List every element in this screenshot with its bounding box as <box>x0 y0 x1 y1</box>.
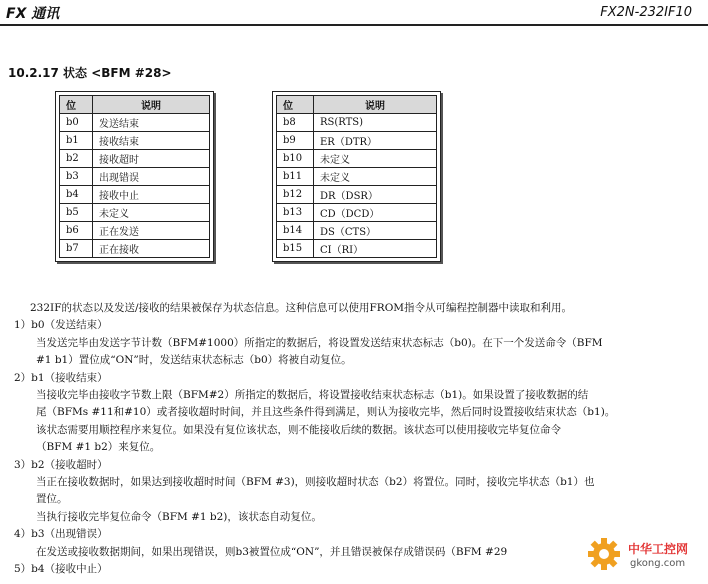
bit-cell: b8 <box>277 114 314 132</box>
item-text-line: 当执行接收完毕复位命令（BFM #1 b2)，该状态自动复位。 <box>36 510 322 523</box>
col-header-desc: 说明 <box>314 96 437 114</box>
desc-cell: DR（DSR） <box>314 186 437 204</box>
table-row <box>60 240 210 258</box>
item-title-b4: 5）b4（接收中止） <box>14 563 108 576</box>
desc-cell: 未定义 <box>314 150 437 168</box>
table-row <box>277 150 437 168</box>
desc-cell: 接收中止 <box>93 186 210 204</box>
table-row <box>277 114 437 132</box>
desc-cell: CI（RI） <box>314 240 437 258</box>
item-text-line: 当正在接收数据时，如果达到接收超时时间（BFM #3)，则接收超时状态（b2）将置位。同时，接收完毕状态（b1）也 <box>36 476 595 489</box>
desc-cell: 接收超时 <box>93 150 210 168</box>
desc-cell: 正在发送 <box>93 222 210 240</box>
item-text-line: #1 b1）置位成“ON”时，发送结束状态标志（b0）将被自动复位。 <box>36 354 352 367</box>
desc-cell: 接收结束 <box>93 132 210 150</box>
bit-cell: b15 <box>277 240 314 258</box>
item-title-b2: 3）b2（接收超时） <box>14 458 108 471</box>
header-chapter: FX 通讯 <box>6 6 60 22</box>
desc-cell: CD（DCD） <box>314 204 437 222</box>
table-row <box>60 222 210 240</box>
item-title-b1: 2）b1（接收结束） <box>14 371 108 384</box>
header-rule <box>0 24 708 26</box>
bit-cell: b5 <box>60 204 93 222</box>
bit-cell: b12 <box>277 186 314 204</box>
intro-paragraph: 232IF的状态以及发送/接收的结果被保存为状态信息。这种信息可以使用FROM指令从可编程控制器中读取和利用。 <box>30 302 573 314</box>
col-header-bit: 位 <box>60 96 93 114</box>
table-header-row <box>60 96 210 114</box>
col-header-desc: 说明 <box>93 96 210 114</box>
bit-cell: b2 <box>60 150 93 168</box>
section-title: 10.2.17 状态 <BFM #28> <box>8 66 172 80</box>
item-text-line: 在发送或接收数据期间，如果出现错误，则b3被置位成“ON”，并且错误被保存成错误码（BFM #29 <box>36 545 508 558</box>
table-header-row <box>277 96 437 114</box>
table-row <box>277 222 437 240</box>
table-row <box>60 114 210 132</box>
bit-cell: b4 <box>60 186 93 204</box>
desc-cell: 未定义 <box>93 204 210 222</box>
table-row <box>60 168 210 186</box>
bit-cell: b7 <box>60 240 93 258</box>
item-text-line: 尾（BFMs #11和#10）或者接收超时时间，并且这些条件得到满足，则认为接收完毕，然后同时设置接收结束状态（b1)。 <box>36 406 616 419</box>
bit-table-left <box>55 91 214 262</box>
bit-cell: b1 <box>60 132 93 150</box>
bit-cell: b9 <box>277 132 314 150</box>
desc-cell: ER（DTR） <box>314 132 437 150</box>
bit-cell: b3 <box>60 168 93 186</box>
desc-cell: 出现错误 <box>93 168 210 186</box>
desc-cell: 发送结束 <box>93 114 210 132</box>
desc-cell: 正在接收 <box>93 240 210 258</box>
item-text-line: 当接收完毕由接收字节数上限（BFM#2）所指定的数据后，将设置接收结束状态标志（b1)。如果设置了接收数据的结 <box>36 389 589 402</box>
col-header-bit: 位 <box>277 96 314 114</box>
item-text-line: 置位。 <box>36 493 68 506</box>
watermark-title: 中华工控网 <box>628 542 689 556</box>
table-row <box>60 150 210 168</box>
table-row <box>277 186 437 204</box>
gear-icon <box>586 536 622 572</box>
desc-cell: DS（CTS） <box>314 222 437 240</box>
site-watermark <box>584 530 704 580</box>
table-row <box>60 186 210 204</box>
desc-cell: RS(RTS) <box>314 114 437 132</box>
bit-cell: b13 <box>277 204 314 222</box>
desc-cell: 未定义 <box>314 168 437 186</box>
bit-cell: b6 <box>60 222 93 240</box>
bit-cell: b11 <box>277 168 314 186</box>
item-text-line: 该状态需要用顺控程序来复位。如果没有复位该状态，则不能接收后续的数据。该状态可以使用接收完毕复位命令 <box>36 423 561 436</box>
item-text-line: （BFM #1 b2）来复位。 <box>36 441 161 454</box>
bit-cell: b14 <box>277 222 314 240</box>
table-row <box>277 240 437 258</box>
bit-table-right <box>272 91 441 262</box>
table-row <box>277 168 437 186</box>
table-row <box>277 204 437 222</box>
bit-cell: b10 <box>277 150 314 168</box>
item-title-b3: 4）b3（出现错误） <box>14 528 108 541</box>
table-row <box>277 132 437 150</box>
item-text-line: 当发送完毕由发送字节计数（BFM#1000）所指定的数据后，将设置发送结束状态标志（b0)。在下一个发送命令（BFM <box>36 336 603 349</box>
table-row <box>60 204 210 222</box>
page-header <box>0 0 708 24</box>
bit-cell: b0 <box>60 114 93 132</box>
item-title-b0: 1）b0（发送结束） <box>14 319 108 332</box>
watermark-domain: gkong.com <box>630 558 686 569</box>
header-model: FX2N-232IF10 <box>600 5 692 20</box>
table-row <box>60 132 210 150</box>
